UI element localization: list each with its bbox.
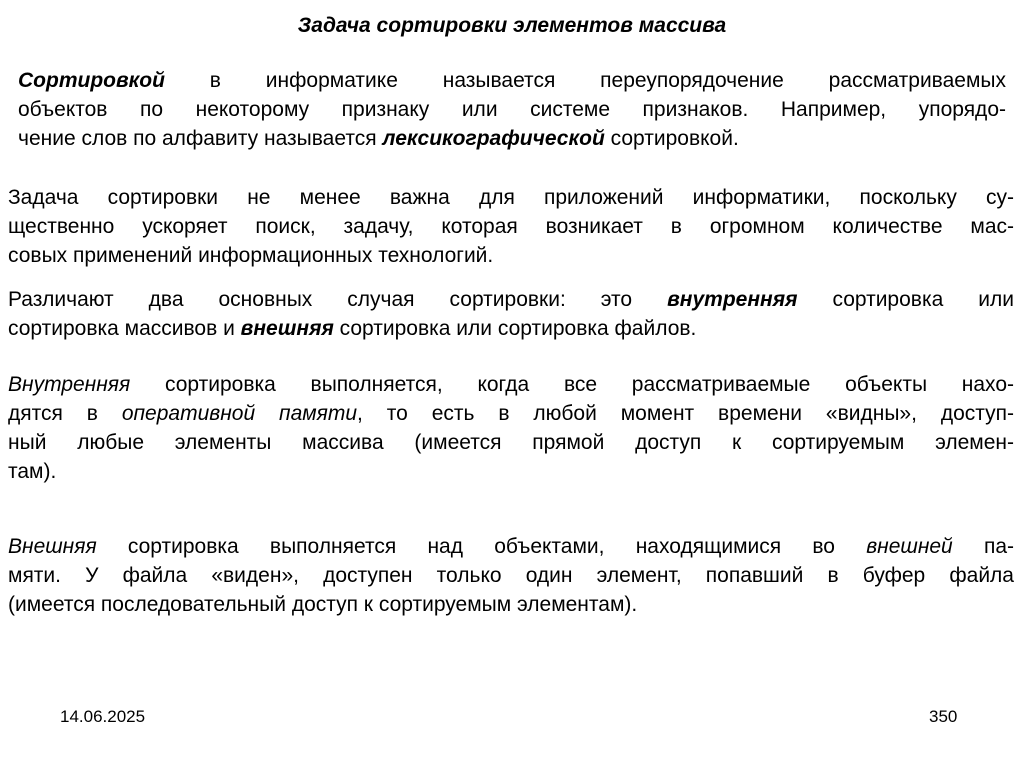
text-line: Задача сортировки не менее важна для приложений информатики, поскольку су- xyxy=(8,186,1014,209)
text-line xyxy=(8,285,1014,314)
text-span: чение слов по алфавиту называется xyxy=(18,127,383,150)
term-external-memory: внешней xyxy=(866,535,953,558)
text-line: ный любые элементы массива (имеется прямой доступ к сортируемым элемен- xyxy=(8,431,1014,454)
paragraph-sorting-definition xyxy=(18,66,1006,153)
term-external: внешняя xyxy=(240,317,334,340)
term-internal: внутренняя xyxy=(667,288,798,311)
text-line xyxy=(8,314,1014,343)
text-line: щественно ускоряет поиск, задачу, которая возникает в огромном количестве мас- xyxy=(8,215,1014,238)
text-span: , то есть в любой момент времени «видны», доступ- xyxy=(357,402,1014,425)
text-span: сортировка выполняется, когда все рассматриваемые объекты нахо- xyxy=(130,373,1014,396)
text-span: в информатике называется переупорядочение рассматриваемых xyxy=(164,69,1006,92)
term-internal-italic: Внутренняя xyxy=(8,373,131,396)
text-line xyxy=(18,124,1006,153)
text-span: сортировка выполняется над объектами, находящимися во xyxy=(96,535,867,558)
term-sorting: Сортировкой xyxy=(18,69,165,92)
paragraph-external-sorting xyxy=(8,532,1014,619)
term-lexicographic: лексикографической xyxy=(382,127,605,150)
text-line: там). xyxy=(8,460,57,483)
paragraph-sorting-importance xyxy=(8,183,1014,270)
page-number: 350 xyxy=(929,707,958,726)
text-line xyxy=(8,399,1014,428)
text-span: Различают два основных случая сортировки: это xyxy=(8,288,668,311)
text-span: сортировка или сортировка файлов. xyxy=(333,317,697,340)
text-span: па- xyxy=(952,535,1014,558)
text-line: мяти. У файла «виден», доступен только один элемент, попавший в буфер файла xyxy=(8,564,1014,587)
term-ram: оперативной памяти xyxy=(121,402,358,425)
term-external-italic: Внешняя xyxy=(8,535,97,558)
slide-title: Задача сортировки элементов массива xyxy=(297,14,727,37)
text-line: совых применений информационных технологий. xyxy=(8,244,494,267)
text-line: объектов по некоторому признаку или системе признаков. Например, упорядо- xyxy=(18,98,1006,121)
paragraph-sorting-cases xyxy=(8,285,1014,343)
footer-date: 14.06.2025 xyxy=(60,707,146,726)
text-line: (имеется последовательный доступ к сортируемым элементам). xyxy=(8,593,638,616)
text-span: сортировка или xyxy=(797,288,1014,311)
text-line xyxy=(18,66,1006,95)
text-span: сортировкой. xyxy=(604,127,739,150)
text-line xyxy=(8,532,1014,561)
paragraph-internal-sorting xyxy=(8,370,1014,486)
text-line xyxy=(8,370,1014,399)
text-span: дятся в xyxy=(8,402,122,425)
text-span: сортировка массивов и xyxy=(8,317,241,340)
